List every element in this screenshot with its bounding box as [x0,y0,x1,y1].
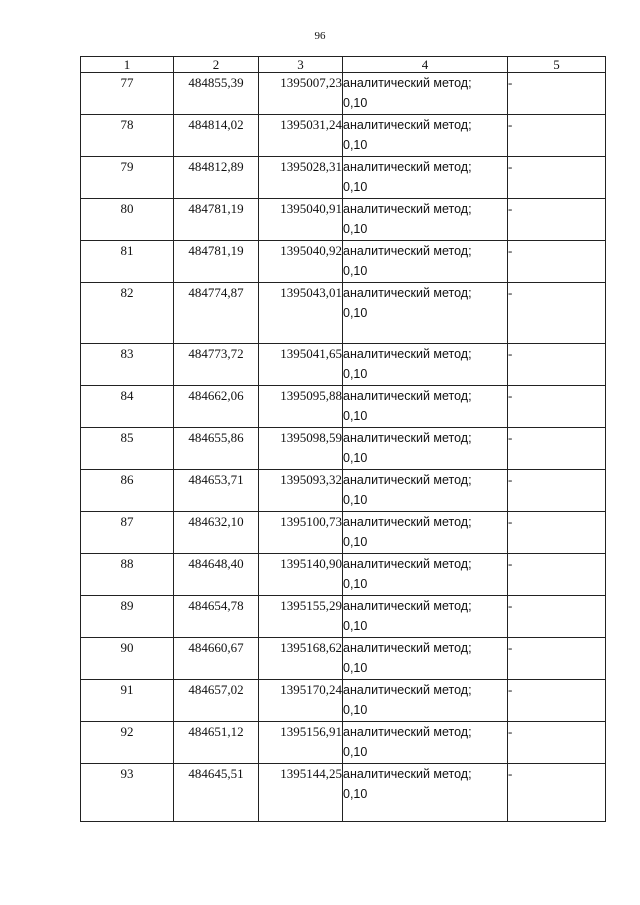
method-cell [343,115,508,157]
point-number-cell: 92 [81,722,174,764]
accuracy-text: 0,10 [343,787,368,801]
note-cell: - [508,638,606,680]
accuracy-text: 0,10 [343,138,368,152]
accuracy-text: 0,10 [343,306,368,320]
accuracy-text: 0,10 [343,222,368,236]
note-cell: - [508,344,606,386]
accuracy-text: 0,10 [343,96,368,110]
method-cell [343,241,508,283]
method-cell [343,386,508,428]
note-cell: - [508,722,606,764]
table-row [81,428,606,470]
point-number-cell: 91 [81,680,174,722]
x-coordinate-cell: 484657,02 [174,680,259,722]
note-cell: - [508,680,606,722]
header-row [81,57,606,73]
header-col-2: 2 [174,57,259,73]
y-coordinate-cell: 1395040,92 [259,241,343,283]
accuracy-text: 0,10 [343,180,368,194]
note-cell: - [508,554,606,596]
note-cell: - [508,199,606,241]
x-coordinate-cell: 484655,86 [174,428,259,470]
method-cell [343,157,508,199]
y-coordinate-cell: 1395168,62 [259,638,343,680]
accuracy-text: 0,10 [343,535,368,549]
method-text: аналитический метод; [343,683,472,697]
accuracy-text: 0,10 [343,264,368,278]
y-coordinate-cell: 1395140,90 [259,554,343,596]
y-coordinate-cell: 1395155,29 [259,596,343,638]
x-coordinate-cell: 484651,12 [174,722,259,764]
table-row [81,199,606,241]
table-row [81,764,606,822]
table-row [81,283,606,344]
method-cell [343,554,508,596]
table-row [81,241,606,283]
header-col-4: 4 [343,57,508,73]
point-number-cell: 88 [81,554,174,596]
point-number-cell: 89 [81,596,174,638]
y-coordinate-cell: 1395100,73 [259,512,343,554]
point-number-cell: 93 [81,764,174,822]
accuracy-text: 0,10 [343,619,368,633]
note-cell: - [508,115,606,157]
y-coordinate-cell: 1395144,25 [259,764,343,822]
table-row [81,386,606,428]
method-cell [343,764,508,822]
x-coordinate-cell: 484645,51 [174,764,259,822]
header-col-1: 1 [81,57,174,73]
note-cell: - [508,764,606,822]
y-coordinate-cell: 1395098,59 [259,428,343,470]
method-cell [343,638,508,680]
table-row [81,638,606,680]
point-number-cell: 82 [81,283,174,344]
x-coordinate-cell: 484632,10 [174,512,259,554]
point-number-cell: 87 [81,512,174,554]
method-text: аналитический метод; [343,599,472,613]
table-row [81,722,606,764]
x-coordinate-cell: 484648,40 [174,554,259,596]
x-coordinate-cell: 484781,19 [174,241,259,283]
point-number-cell: 78 [81,115,174,157]
x-coordinate-cell: 484773,72 [174,344,259,386]
y-coordinate-cell: 1395040,91 [259,199,343,241]
table-row [81,680,606,722]
y-coordinate-cell: 1395007,23 [259,73,343,115]
point-number-cell: 90 [81,638,174,680]
y-coordinate-cell: 1395043,01 [259,283,343,344]
x-coordinate-cell: 484653,71 [174,470,259,512]
x-coordinate-cell: 484781,19 [174,199,259,241]
point-number-cell: 79 [81,157,174,199]
x-coordinate-cell: 484662,06 [174,386,259,428]
table-row [81,157,606,199]
table-row [81,554,606,596]
y-coordinate-cell: 1395031,24 [259,115,343,157]
note-cell: - [508,596,606,638]
y-coordinate-cell: 1395041,65 [259,344,343,386]
point-number-cell: 83 [81,344,174,386]
accuracy-text: 0,10 [343,703,368,717]
method-text: аналитический метод; [343,767,472,781]
accuracy-text: 0,10 [343,577,368,591]
x-coordinate-cell: 484814,02 [174,115,259,157]
method-text: аналитический метод; [343,431,472,445]
accuracy-text: 0,10 [343,493,368,507]
y-coordinate-cell: 1395156,91 [259,722,343,764]
y-coordinate-cell: 1395028,31 [259,157,343,199]
x-coordinate-cell: 484660,67 [174,638,259,680]
point-number-cell: 86 [81,470,174,512]
method-text: аналитический метод; [343,389,472,403]
x-coordinate-cell: 484654,78 [174,596,259,638]
accuracy-text: 0,10 [343,409,368,423]
note-cell: - [508,73,606,115]
method-text: аналитический метод; [343,557,472,571]
page-number: 96 [314,30,326,42]
header-col-3: 3 [259,57,343,73]
note-cell: - [508,470,606,512]
table-row [81,73,606,115]
method-text: аналитический метод; [343,473,472,487]
point-number-cell: 84 [81,386,174,428]
note-cell: - [508,157,606,199]
point-number-cell: 77 [81,73,174,115]
accuracy-text: 0,10 [343,745,368,759]
x-coordinate-cell: 484774,87 [174,283,259,344]
method-text: аналитический метод; [343,347,472,361]
method-cell [343,73,508,115]
method-text: аналитический метод; [343,725,472,739]
accuracy-text: 0,10 [343,661,368,675]
table-row [81,512,606,554]
note-cell: - [508,283,606,344]
x-coordinate-cell: 484812,89 [174,157,259,199]
method-text: аналитический метод; [343,515,472,529]
note-cell: - [508,386,606,428]
header-col-5: 5 [508,57,606,73]
y-coordinate-cell: 1395093,32 [259,470,343,512]
method-cell [343,512,508,554]
note-cell: - [508,512,606,554]
method-text: аналитический метод; [343,202,472,216]
point-number-cell: 81 [81,241,174,283]
note-cell: - [508,241,606,283]
method-cell [343,283,508,344]
note-cell: - [508,428,606,470]
method-text: аналитический метод; [343,160,472,174]
table-row [81,344,606,386]
point-number-cell: 80 [81,199,174,241]
method-text: аналитический метод; [343,286,472,300]
table-row [81,596,606,638]
method-text: аналитический метод; [343,641,472,655]
method-cell [343,680,508,722]
table-row [81,115,606,157]
method-text: аналитический метод; [343,76,472,90]
method-cell [343,470,508,512]
accuracy-text: 0,10 [343,451,368,465]
y-coordinate-cell: 1395095,88 [259,386,343,428]
accuracy-text: 0,10 [343,367,368,381]
method-text: аналитический метод; [343,244,472,258]
method-cell [343,596,508,638]
point-number-cell: 85 [81,428,174,470]
method-cell [343,722,508,764]
coordinates-table [80,56,606,822]
method-cell [343,428,508,470]
method-text: аналитический метод; [343,118,472,132]
method-cell [343,344,508,386]
method-cell [343,199,508,241]
x-coordinate-cell: 484855,39 [174,73,259,115]
y-coordinate-cell: 1395170,24 [259,680,343,722]
table-row [81,470,606,512]
